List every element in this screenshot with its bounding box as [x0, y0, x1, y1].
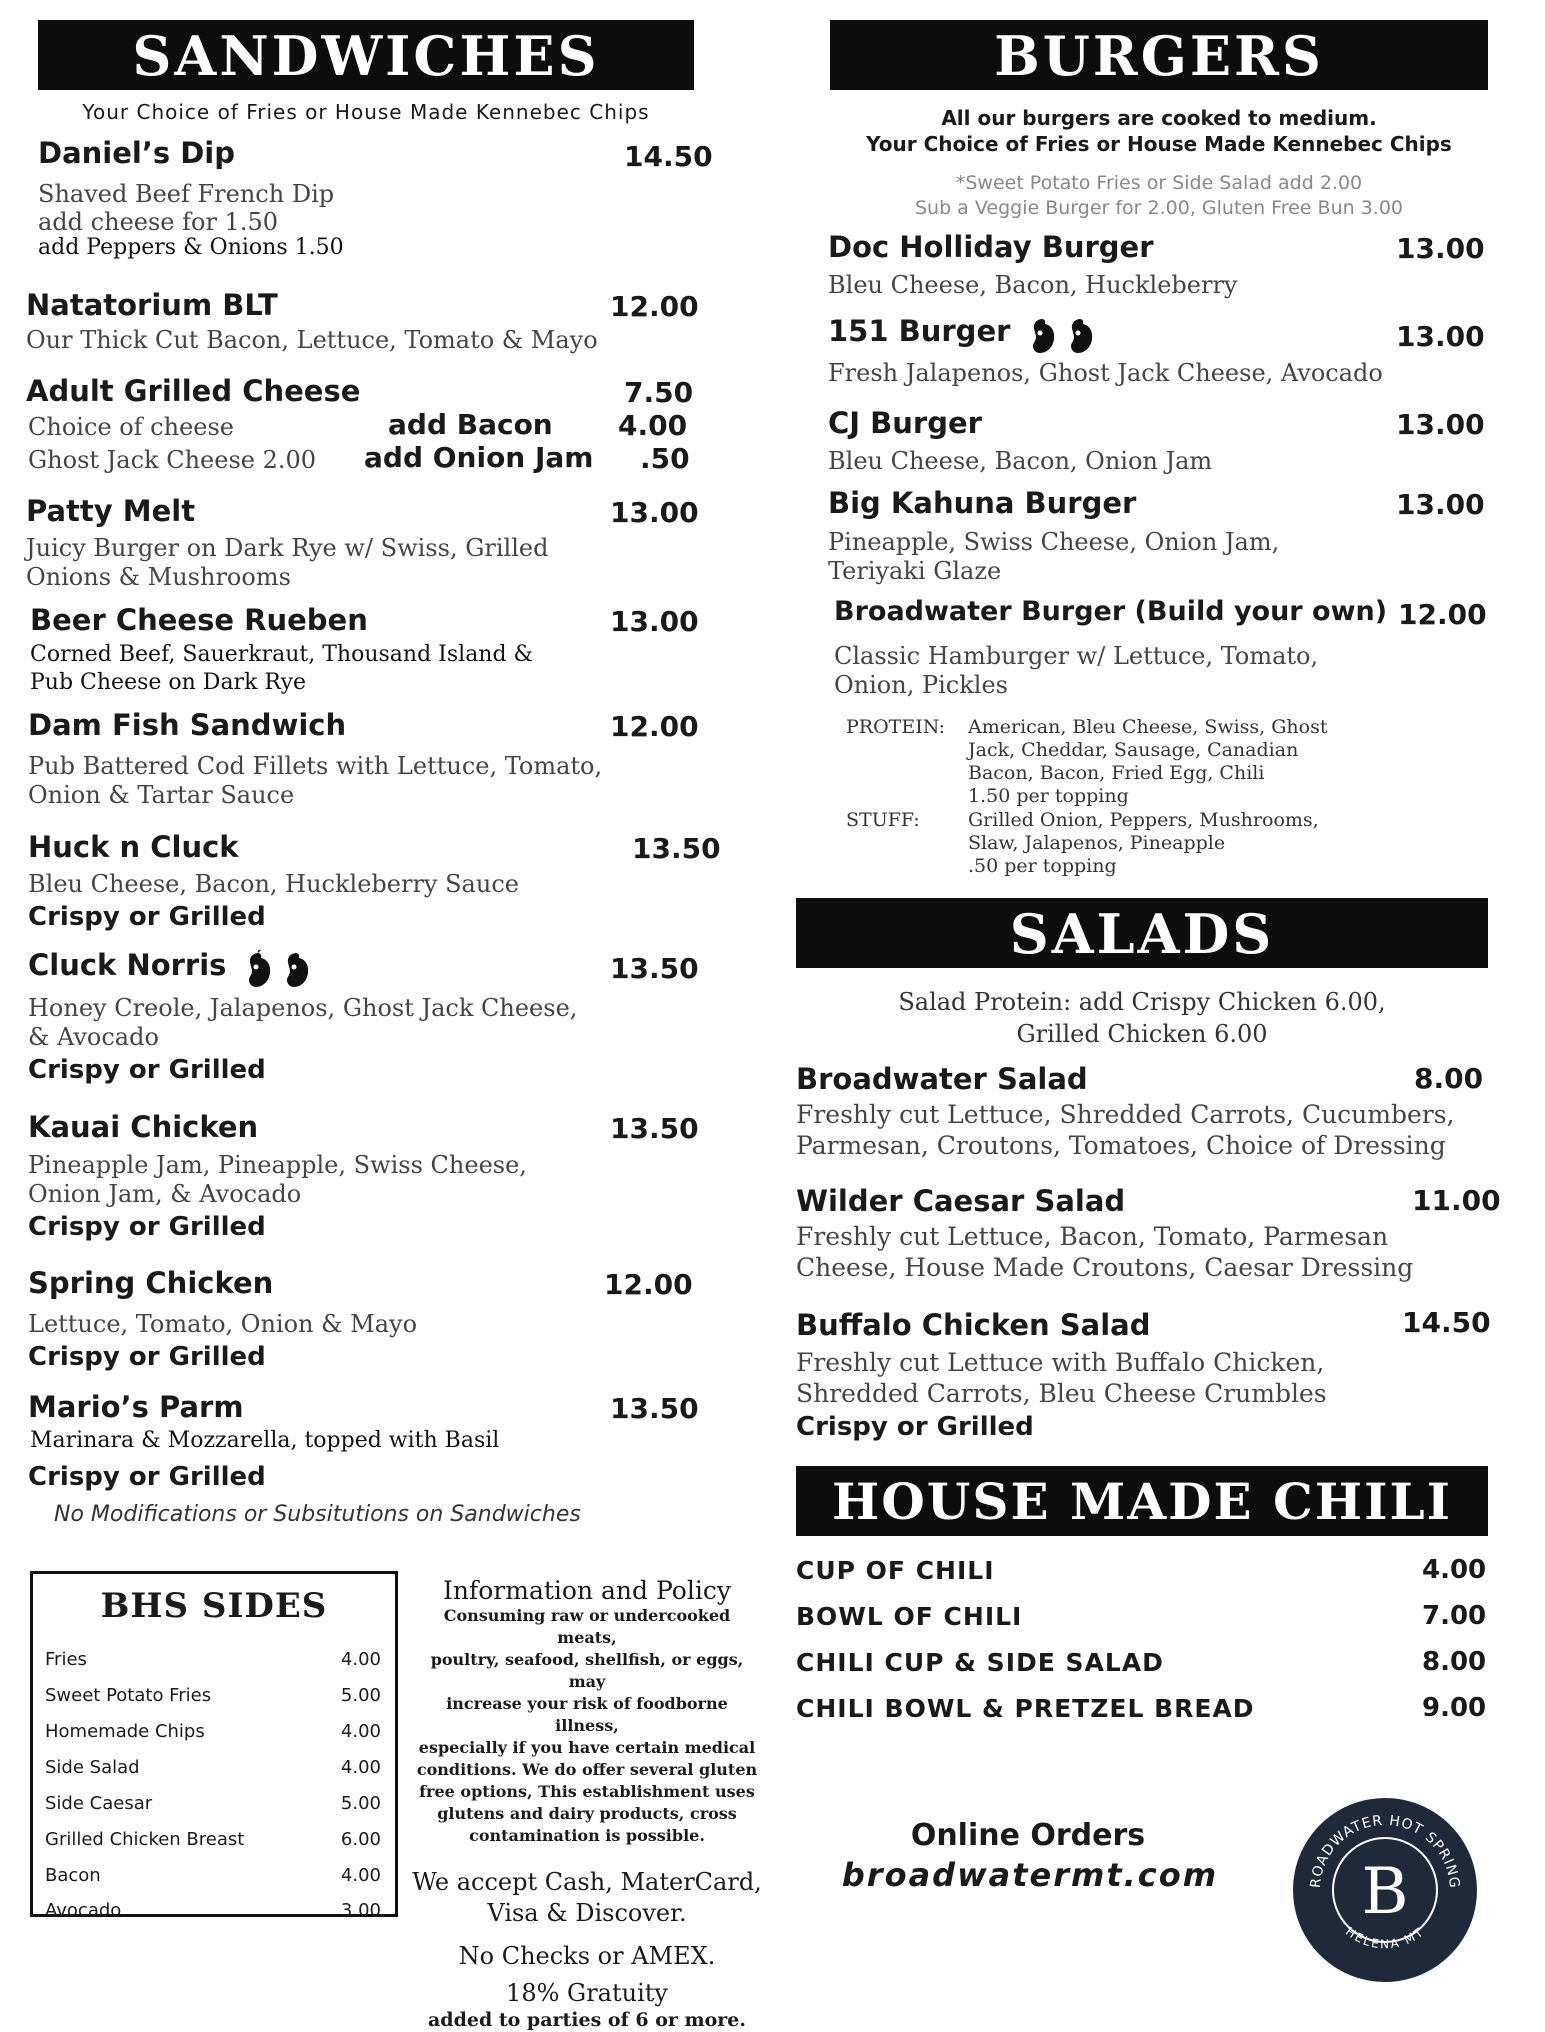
item-name: Adult Grilled Cheese [26, 374, 361, 408]
item-desc: Pineapple, Swiss Cheese, Onion Jam, [828, 528, 1280, 556]
option-line: .50 per topping [968, 855, 1117, 877]
item-price: 12.00 [604, 1268, 693, 1301]
item-desc: Cheese, House Made Croutons, Caesar Dressing [796, 1253, 1414, 1282]
protein-label: PROTEIN: [846, 716, 946, 738]
side-price: 4.00 [340, 1865, 381, 1886]
item-choice: Crispy or Grilled [28, 902, 266, 932]
item-price: 14.50 [624, 140, 713, 173]
list-item [45, 1865, 381, 1886]
sandwiches-title: SANDWICHES [132, 24, 600, 88]
logo-bottom-text: HELENA MT [1342, 1924, 1427, 1952]
protein-options [968, 716, 1328, 808]
option-line: Slaw, Jalapenos, Pineapple [968, 832, 1226, 854]
gratuity: 18% Gratuity [506, 1979, 668, 2007]
option-line: Bacon, Bacon, Fried Egg, Chili [968, 762, 1265, 784]
item-name: Spring Chicken [28, 1266, 274, 1300]
item-desc: Onion, Pickles [834, 671, 1008, 699]
policy-title: Information and Policy [443, 1576, 731, 1605]
item-desc: add cheese for 1.50 [38, 208, 278, 236]
item-price: 8.00 [1414, 1062, 1484, 1095]
item-choice: Crispy or Grilled [28, 1342, 266, 1372]
salads-title: SALADS [1009, 902, 1275, 966]
item-desc: Marinara & Mozzarella, topped with Basil [30, 1428, 500, 1453]
item-desc: Freshly cut Lettuce, Shredded Carrots, Cucumbers, [796, 1100, 1455, 1129]
burgers-note: Sub a Veggie Burger for 2.00, Gluten Free Bun 3.00 [914, 197, 1404, 219]
sides-title: BHS SIDES [100, 1586, 328, 1626]
chili-item: CUP OF CHILI [796, 1556, 995, 1585]
option-line: Jack, Cheddar, Sausage, Canadian [968, 739, 1299, 761]
sandwiches-banner [38, 20, 694, 90]
item-choice: Crispy or Grilled [796, 1412, 1034, 1442]
addon-label: add Bacon [388, 408, 553, 441]
item-price: 13.00 [1396, 408, 1485, 441]
ghost-pepper-icon [1026, 315, 1102, 360]
side-price: 4.00 [340, 1649, 381, 1670]
item-price: 14.50 [1402, 1306, 1491, 1339]
broadwater-logo [1290, 1795, 1480, 1985]
item-price: 13.00 [1396, 232, 1485, 265]
online-orders-link[interactable]: broadwatermt.com [841, 1856, 1219, 1894]
item-desc: Shredded Carrots, Bleu Cheese Crumbles [796, 1379, 1327, 1408]
item-desc: Freshly cut Lettuce with Buffalo Chicken, [796, 1348, 1325, 1377]
item-desc: Pineapple Jam, Pineapple, Swiss Cheese, [28, 1151, 527, 1179]
item-name: Daniel’s Dip [38, 136, 235, 170]
item-desc: Honey Creole, Jalapenos, Ghost Jack Cheese, [28, 994, 578, 1022]
item-price: 13.50 [610, 952, 699, 985]
item-desc: Classic Hamburger w/ Lettuce, Tomato, [834, 642, 1319, 670]
addon-label: add Onion Jam [364, 441, 594, 474]
stuff-label: STUFF: [846, 809, 920, 831]
side-name: Side Caesar [45, 1793, 153, 1814]
item-desc: Shaved Beef French Dip [38, 180, 335, 208]
chili-price: 4.00 [1422, 1555, 1487, 1585]
chili-price: 8.00 [1422, 1647, 1487, 1677]
option-line: 1.50 per topping [968, 785, 1129, 807]
side-name: Bacon [45, 1865, 101, 1886]
item-desc: Pub Cheese on Dark Rye [30, 670, 307, 695]
addon-price: .50 [640, 442, 690, 475]
item-choice: Crispy or Grilled [28, 1212, 266, 1242]
item-desc: & Avocado [28, 1023, 159, 1051]
chili-item: BOWL OF CHILI [796, 1602, 1023, 1631]
item-desc: Freshly cut Lettuce, Bacon, Tomato, Parmesan [796, 1222, 1389, 1251]
policy-line: Consuming raw or undercooked meats, [443, 1606, 731, 1647]
item-desc: Corned Beef, Sauerkraut, Thousand Island & [30, 642, 534, 667]
sides-box [30, 1571, 398, 1921]
logo-ring-text: ROADWATER HOT SPRING [1307, 1812, 1463, 1890]
item-price: 7.50 [624, 376, 694, 409]
chili-item: CHILI CUP & SIDE SALAD [796, 1648, 1164, 1677]
stuff-options [968, 809, 1319, 878]
side-name: Fries [45, 1649, 87, 1670]
option-line: Grilled Onion, Peppers, Mushrooms, [968, 809, 1319, 831]
item-desc: Pub Battered Cod Fillets with Lettuce, Tomato, [28, 752, 603, 780]
item-name-row [828, 314, 1102, 360]
item-name: 151 Burger [828, 314, 1011, 348]
side-price: 4.00 [340, 1721, 381, 1742]
list-item [45, 1757, 381, 1778]
item-desc: Bleu Cheese, Bacon, Huckleberry Sauce [28, 870, 519, 898]
item-desc: add Peppers & Onions 1.50 [38, 235, 344, 260]
list-item [45, 1793, 381, 1814]
side-price: 5.00 [340, 1793, 381, 1814]
item-desc: Parmesan, Croutons, Tomatoes, Choice of Dressing [796, 1131, 1446, 1160]
side-name: Avocado [45, 1900, 122, 1921]
item-desc: Choice of cheese [28, 413, 235, 441]
list-item [45, 1721, 381, 1742]
side-name: Grilled Chicken Breast [45, 1829, 245, 1850]
item-desc: Bleu Cheese, Bacon, Onion Jam [828, 447, 1213, 475]
payment-line: Visa & Discover. [487, 1899, 687, 1927]
side-name: Homemade Chips [45, 1721, 205, 1742]
item-name: Broadwater Salad [796, 1062, 1088, 1096]
chili-banner [796, 1466, 1488, 1536]
item-price: 12.00 [610, 710, 699, 743]
item-price: 13.50 [610, 1112, 699, 1145]
item-desc: Juicy Burger on Dark Rye w/ Swiss, Grilled [26, 534, 549, 562]
item-name: Buffalo Chicken Salad [796, 1308, 1151, 1342]
chili-price: 9.00 [1422, 1693, 1487, 1723]
item-desc: Onions & Mushrooms [26, 563, 291, 591]
side-price: 5.00 [340, 1685, 381, 1706]
burgers-banner [830, 20, 1488, 90]
sandwiches-subtitle: Your Choice of Fries or House Made Kennebec Chips [82, 100, 650, 124]
chili-title: HOUSE MADE CHILI [831, 1472, 1452, 1531]
item-price: 13.00 [610, 605, 699, 638]
item-desc: Fresh Jalapenos, Ghost Jack Cheese, Avocado [828, 359, 1383, 387]
item-name: Natatorium BLT [26, 288, 278, 322]
item-price: 13.00 [610, 496, 699, 529]
side-price: 4.00 [340, 1757, 381, 1778]
salads-banner [796, 898, 1488, 968]
addon-price: 4.00 [618, 409, 688, 442]
payment-line: We accept Cash, MaterCard, [412, 1868, 762, 1896]
list-item [45, 1829, 381, 1850]
item-desc: Bleu Cheese, Bacon, Huckleberry [828, 271, 1238, 299]
item-desc: Lettuce, Tomato, Onion & Mayo [28, 1310, 418, 1338]
item-price: 12.00 [610, 290, 699, 323]
gratuity-note: added to parties of 6 or more. [427, 2009, 747, 2031]
item-name: Doc Holliday Burger [828, 230, 1154, 264]
item-name: Patty Melt [26, 494, 196, 528]
list-item [45, 1685, 381, 1706]
policy-line: contamination is possible. [469, 1826, 705, 1845]
salad-protein: Grilled Chicken 6.00 [1016, 1020, 1268, 1048]
policy-line: increase your risk of foodborne illness, [446, 1694, 728, 1735]
item-desc: Teriyaki Glaze [828, 557, 1002, 585]
burgers-note: *Sweet Potato Fries or Side Salad add 2.00 [955, 172, 1363, 194]
item-price: 13.50 [632, 832, 721, 865]
item-price: 11.00 [1412, 1184, 1501, 1217]
item-desc: Onion & Tartar Sauce [28, 781, 295, 809]
list-item [45, 1649, 381, 1670]
item-choice: Crispy or Grilled [28, 1055, 266, 1085]
policy-line: free options, This establishment uses [419, 1782, 755, 1801]
option-line: American, Bleu Cheese, Swiss, Ghost [968, 716, 1328, 738]
item-name: Big Kahuna Burger [828, 486, 1137, 520]
item-choice: Crispy or Grilled [28, 1462, 266, 1492]
policy-text [412, 1605, 762, 1847]
policy-line: conditions. We do offer several gluten [416, 1760, 758, 1779]
item-name: Wilder Caesar Salad [796, 1184, 1126, 1218]
chili-item: CHILI BOWL & PRETZEL BREAD [796, 1694, 1255, 1723]
item-name: Mario’s Parm [28, 1390, 244, 1424]
side-price: 3.00 [340, 1900, 381, 1921]
side-name: Sweet Potato Fries [45, 1685, 212, 1706]
item-name-row [28, 948, 318, 994]
item-desc: Onion Jam, & Avocado [28, 1180, 302, 1208]
policy-block [412, 1576, 762, 2032]
side-name: Side Salad [45, 1757, 140, 1778]
salad-protein: Salad Protein: add Crispy Chicken 6.00, [898, 988, 1386, 1016]
item-name: CJ Burger [828, 406, 982, 440]
item-name: Broadwater Burger (Build your own) [834, 596, 1388, 627]
logo-letter: B [1361, 1855, 1409, 1929]
side-price: 6.00 [340, 1829, 381, 1850]
burgers-title: BURGERS [994, 24, 1324, 88]
burgers-sub: Your Choice of Fries or House Made Kennebec Chips [866, 132, 1452, 156]
item-name: Dam Fish Sandwich [28, 708, 347, 742]
online-orders-label: Online Orders [910, 1818, 1146, 1853]
burgers-sub: All our burgers are cooked to medium. [941, 106, 1377, 130]
item-name: Beer Cheese Rueben [30, 603, 368, 637]
item-price: 12.00 [1398, 598, 1487, 631]
policy-line: glutens and dairy products, cross [437, 1804, 737, 1823]
chili-price: 7.00 [1422, 1601, 1487, 1631]
ghost-pepper-icon [242, 949, 318, 994]
item-price: 13.00 [1396, 320, 1485, 353]
policy-line: poultry, seafood, shellfish, or eggs, may [430, 1650, 744, 1691]
item-price: 13.00 [1396, 488, 1485, 521]
item-name: Kauai Chicken [28, 1110, 259, 1144]
no-checks: No Checks or AMEX. [458, 1942, 716, 1970]
item-desc: Our Thick Cut Bacon, Lettuce, Tomato & Mayo [26, 326, 598, 354]
item-name: Huck n Cluck [28, 830, 239, 864]
item-desc: Ghost Jack Cheese 2.00 [28, 446, 317, 474]
item-name: Cluck Norris [28, 948, 227, 982]
list-item [45, 1900, 381, 1921]
policy-line: especially if you have certain medical [418, 1738, 756, 1757]
sandwich-note: No Modifications or Subsitutions on Sandwiches [54, 1502, 581, 1527]
item-price: 13.50 [610, 1392, 699, 1425]
